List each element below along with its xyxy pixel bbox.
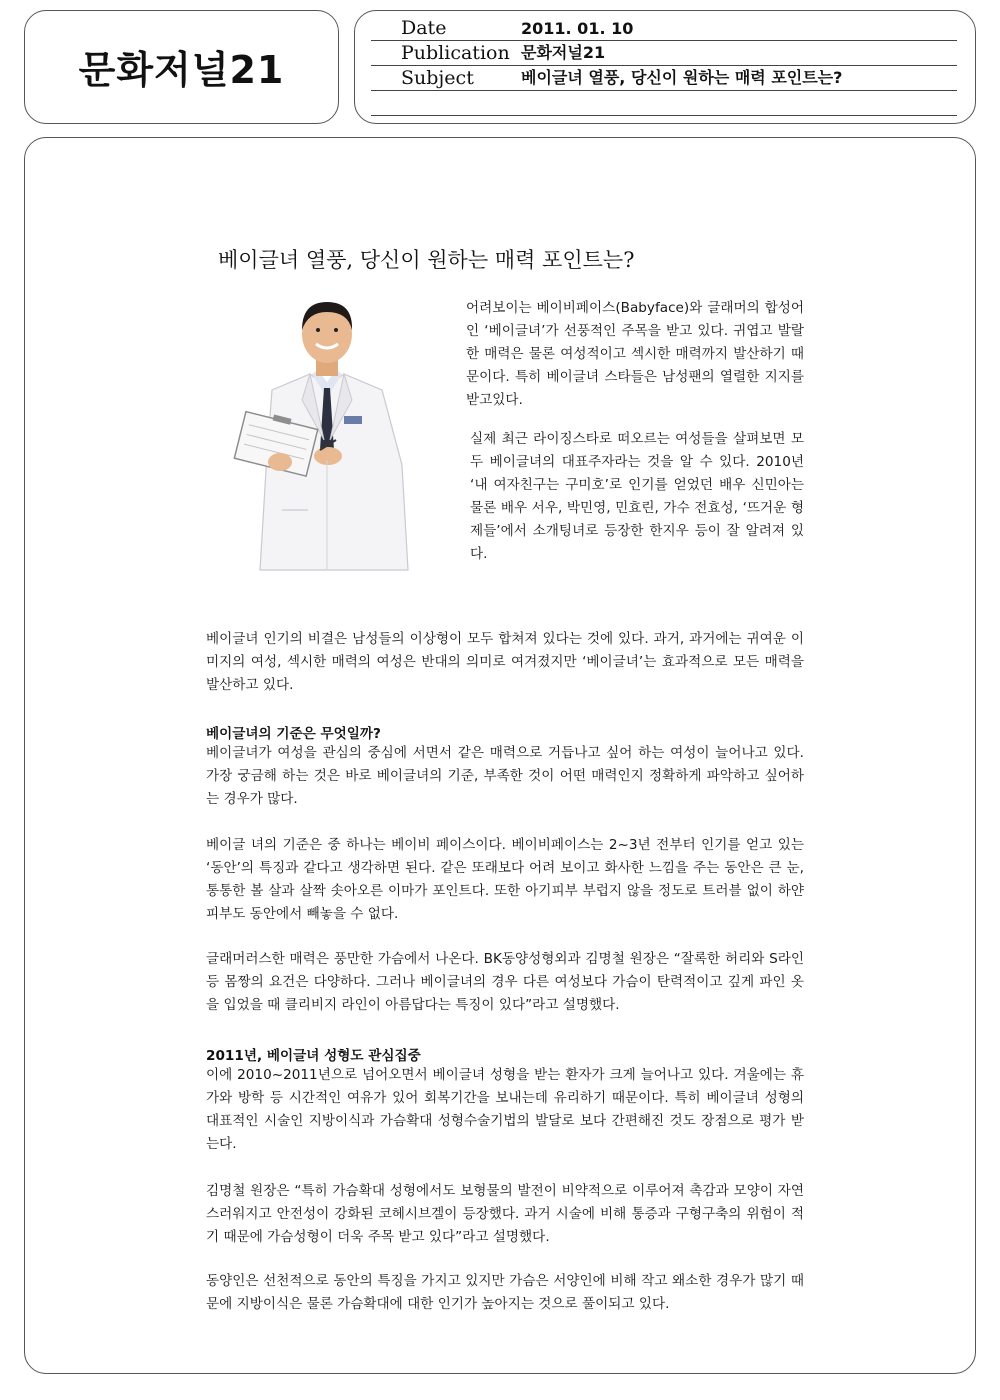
article-meta-box: [354, 10, 976, 124]
meta-label: Date: [401, 17, 447, 39]
meta-value: 2011. 01. 10: [521, 19, 634, 38]
meta-row-date: [371, 15, 957, 41]
body-paragraph: 베이글녀 인기의 비결은 남성들의 이상형이 모두 합쳐져 있다는 것에 있다. 과거, 과거에는 귀여운 이미지의 여성, 섹시한 매력의 여성은 반대의 의미로 여겨졌지만 ‘베이글녀’는 효과적으로 모든 매력을 발산하고 있다.: [206, 631, 804, 693]
article-headline: 베이글녀 열풍, 당신이 원하는 매력 포인트는?: [218, 248, 635, 273]
meta-row-publication: [371, 40, 957, 66]
section-heading: 2011년, 베이글녀 성형도 관심집중: [206, 1048, 421, 1064]
body-paragraph: 글래머러스한 매력은 풍만한 가슴에서 나온다. BK동양성형외과 김명철 원장은 “잘록한 허리와 S라인 등 몸짱의 요건은 다양하다. 그러나 베이글녀의 경우 다른 여성보다 가슴이 탄력적이고 깊게 파인 옷을 입었을 때 클리비지 라인이 아름답다는 특징이 있다”라고 설명했다.: [206, 951, 804, 1013]
intro-paragraph: 어려보이는 베이비페이스(Babyface)와 글래머의 합성어인 ‘베이글녀’가 선풍적인 주목을 받고 있다. 귀엽고 발랄한 매력은 물론 여성적이고 섹시한 매력까지 발산하기 때문이다. 특히 베이글녀 스타들은 남성팬의 열렬한 지지를 받고있다.: [466, 300, 804, 408]
body-paragraph: 베이글 녀의 기준은 중 하나는 베이비 페이스이다. 베이비페이스는 2~3년 전부터 인기를 얻고 있는 ‘동안’의 특징과 같다고 생각하면 된다. 같은 또래보다 어려 보이고 화사한 느낌을 주는 동안은 큰 눈, 통통한 볼 살과 살짝 솟아오른 이마가 포인트다. 또한 아기피부 부럽지 않을 정도로 트러블 없이 하얀 피부도 동안에서 빼놓을 수 없다.: [206, 837, 804, 922]
body-paragraph: 베이글녀가 여성을 관심의 중심에 서면서 같은 매력으로 거듭나고 싶어 하는 여성이 늘어나고 있다. 가장 궁금해 하는 것은 바로 베이글녀의 기준, 부족한 것이 어떤 매력인지 정확하게 파악하고 싶어하는 경우가 많다.: [206, 745, 804, 807]
intro-paragraph: 실제 최근 라이징스타로 떠오르는 여성들을 살펴보면 모두 베이글녀의 대표주자라는 것을 알 수 있다. 2010년 ‘내 여자친구는 구미호’로 인기를 얻었던 배우 신민아는 물론 배우 서우, 박민영, 민효린, 가수 전효성, ‘뜨거운 형제들’에서 소개팅녀로 등장한 한지우 등이 잘 알려져 있다.: [470, 431, 804, 562]
body-paragraph: 김명철 원장은 “특히 가슴확대 성형에서도 보형물의 발전이 비약적으로 이루어져 촉감과 모양이 자연스러워지고 안전성이 강화된 코헤시브겔이 등장했다. 과거 시술에 비해 통증과 구형구축의 위험이 적기 때문에 가슴성형이 더욱 주목 받고 있다”라고 설명했다.: [206, 1183, 804, 1245]
meta-label: Publication: [401, 42, 510, 64]
body-paragraph: 동양인은 선천적으로 동안의 특징을 가지고 있지만 가슴은 서양인에 비해 작고 왜소한 경우가 많기 때문에 지방이식은 물론 가슴확대에 대한 인기가 높아지는 것으로 풀이되고 있다.: [206, 1273, 804, 1312]
meta-value: 베이글녀 열풍, 당신이 원하는 매력 포인트는?: [521, 68, 843, 87]
section-heading: 베이글녀의 기준은 무엇일까?: [206, 726, 381, 742]
masthead-logo-box: [24, 10, 339, 124]
meta-value: 문화저널21: [521, 43, 606, 62]
body-paragraph: 이에 2010~2011년으로 넘어오면서 베이글녀 성형을 받는 환자가 크게 늘어나고 있다. 겨울에는 휴가와 방학 등 시간적인 여유가 있어 회복기간을 보내는데 유리하기 때문이다. 특히 베이글녀 성형의 대표적인 시술인 지방이식과 가슴확대 성형수술기법의 발달로 보다 간편해진 것도 장점으로 평가 받는다.: [206, 1067, 804, 1152]
masthead-logo: 문화저널21: [78, 48, 285, 92]
meta-label: Subject: [401, 67, 474, 89]
meta-row-subject: [371, 65, 957, 91]
doctor-figure-icon: [232, 290, 422, 580]
meta-divider: [371, 115, 957, 116]
doctor-photo: [232, 290, 422, 580]
